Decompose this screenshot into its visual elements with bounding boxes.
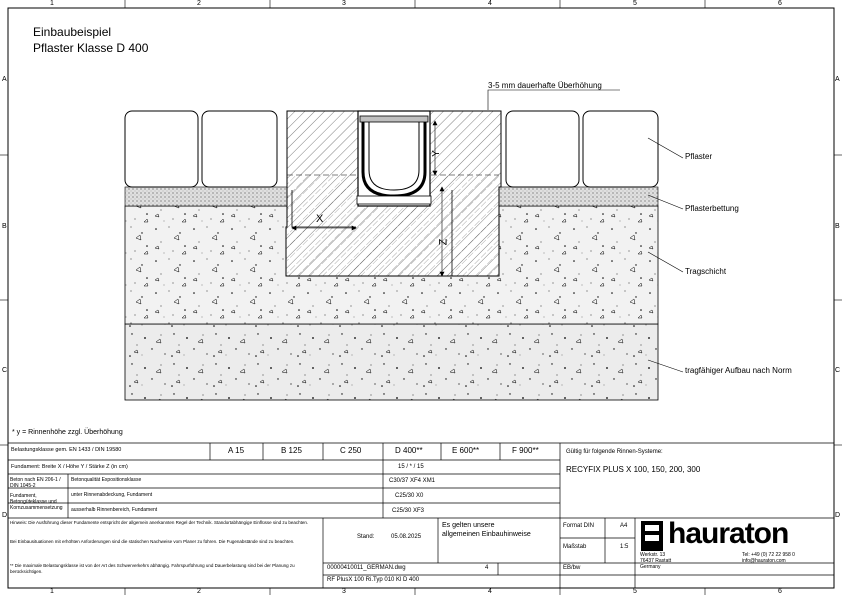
note-2: Bei Einbausituationen mit erhöhten Anforderungen sind die statischen Nachweise vom Planer zu führen. Die Fugenabstände sind zu beachten. [10,539,295,544]
beton-value-3: C25/30 XF3 [392,508,425,514]
drawing-title-line1: Einbaubeispiel [33,25,112,39]
stand-label: Stand: [357,534,375,540]
drainage-channel [357,111,431,206]
class-e600: E 600** [452,446,480,455]
brand-logo: hauraton [668,517,789,550]
grid-col-label-4: 4 [488,0,492,7]
beton-value-1: C30/37 XF4 XM1 [389,478,436,484]
address-2: 76437 Rastatt [640,558,672,564]
stand-date: 05.08.2025 [391,534,422,540]
class-f900: F 900** [512,446,539,455]
grid-col-label-6: 6 [778,0,782,7]
beton-value-2: C25/30 X0 [395,493,424,499]
email: info@hauraton.com [742,558,786,564]
sheet-number: 4 [485,565,489,571]
grid-row-label-b-right: B [835,223,840,230]
table-label-fundament: Fundament: Breite X / Höhe Y / Stärke Z (in cm) [11,464,128,470]
address-1: Werkstr. 13 [640,552,666,558]
annotation-raise: 3-5 mm dauerhafte Überhöhung [488,81,602,90]
annotation-bettung: Pflasterbettung [685,204,739,213]
grid-row-label-c-right: C [835,367,841,374]
note-3: ** Die maximale Belastungsklasse ist von der Art des Schwerverkehrs abhängig. Fahrspurführung und Dauerbelastung sind bei der Planung zu berücksichtigen. [10,563,295,574]
class-a15: A 15 [228,446,245,455]
grid-row-label-a: A [2,76,7,83]
valid-systems: RECYFIX PLUS X 100, 150, 200, 300 [566,465,701,474]
scale-value: 1:5 [620,544,629,550]
hauraton-logo-icon [641,521,663,551]
grid-col-label-3-bottom: 3 [342,588,346,595]
dimension-z-label: Z [437,238,450,246]
grid-col-label-5: 5 [633,0,637,7]
table-label-fund: Fundament, Betongüteklasse und Kornzusammensetzung [10,493,63,511]
grid-row-label-a-right: A [835,76,840,83]
format-value: A4 [620,523,628,529]
agb-line2: allgemeinen Einbauhinweise [442,531,531,538]
grid-col-label-1-bottom: 1 [50,588,54,595]
format-label: Format DIN [563,523,595,529]
grid-col-label-2-bottom: 2 [197,588,201,595]
base-layer [125,324,658,400]
grid-col-label-1: 1 [50,0,54,7]
grid-col-label-3: 3 [342,0,346,7]
scale-label: Maßstab [563,544,587,550]
address-3: Germany [640,564,661,570]
agb-line1: Es gelten unsere [442,522,495,529]
grid-row-label-b: B [2,223,7,230]
annotation-trag: Tragschicht [685,267,727,276]
drawing-title-line2: Pflaster Klasse D 400 [33,41,149,55]
grid-row-label-d: D [2,512,8,519]
fundament-value: 15 / * / 15 [398,464,424,470]
telephone: Tel: +49 (0) 72 22 958 0 [742,552,795,558]
table-label-beton-expo: Betonqualität Expositionsklasse [71,477,142,483]
table-label-belast: Belastungsklasse gem. EN 1433 / DIN 19580 [11,447,122,453]
annotation-aufbau: tragfähiger Aufbau nach Norm [685,366,792,375]
footnote: * y = Rinnenhöhe zzgl. Überhöhung [12,429,123,436]
dimension-y-label: Y [430,150,442,157]
table-label-beton-norm: Beton nach EN 206-1 / DIN 1045-2 [10,477,61,489]
grid-col-label-6-bottom: 6 [778,588,782,595]
grid-row-label-d-right: D [835,512,841,519]
dimension-x-label: X [316,213,324,225]
class-b125: B 125 [281,446,302,455]
table-label-ausser: ausserhalb Rinnenbereich, Fundament [71,507,158,513]
grid-col-label-5-bottom: 5 [633,588,637,595]
class-d400: D 400** [395,446,423,455]
grid-row-label-c: C [2,367,8,374]
drawing-title-code: RF PlusX 100 Ri.Typ 010 Kl D 400 [327,577,420,583]
dwg-file: 00000410011_GERMAN.dwg [327,565,406,571]
note-1: Hinweis: Die Ausführung dieser Fundamente entspricht der allgemein anerkannten Regel der Technik. Standortabhängige Einflüsse sind zu beachten. [10,520,309,525]
grid-col-label-4-bottom: 4 [488,588,492,595]
class-c250: C 250 [340,446,362,455]
table-label-rinne: unter Rinnenabdeckung, Fundament [71,492,153,498]
valid-for-label: Gültig für folgende Rinnen-Systeme: [566,449,663,455]
grid-col-label-2: 2 [197,0,201,7]
author: EB/bw [563,565,581,571]
annotation-pflaster: Pflaster [685,152,713,161]
